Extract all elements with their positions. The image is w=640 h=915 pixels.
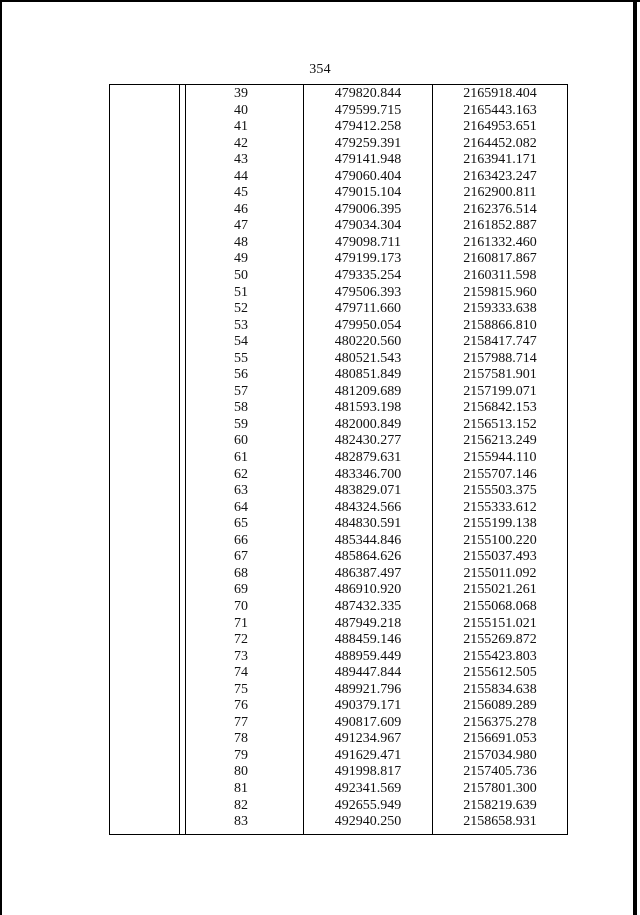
x-coordinate-cell: 479199.173 bbox=[334, 251, 402, 267]
table-row bbox=[0, 400, 640, 417]
x-coordinate-cell: 479412.258 bbox=[334, 119, 402, 135]
y-coordinate-cell: 2156089.289 bbox=[463, 698, 537, 714]
point-number-cell: 55 bbox=[234, 350, 248, 366]
point-number-cell: 39 bbox=[234, 86, 248, 101]
table-row bbox=[0, 169, 640, 186]
table-row bbox=[0, 814, 640, 831]
table-row bbox=[0, 748, 640, 765]
y-coordinate-cell: 2157034.980 bbox=[463, 747, 537, 763]
y-coordinate-cell: 2162376.514 bbox=[463, 201, 537, 217]
x-coordinate-cell: 488959.449 bbox=[334, 648, 402, 664]
table-row bbox=[0, 781, 640, 798]
point-number-cell: 42 bbox=[234, 135, 248, 151]
y-coordinate-cell: 2163423.247 bbox=[463, 168, 537, 184]
point-number-cell: 54 bbox=[234, 334, 248, 350]
table-row bbox=[0, 715, 640, 732]
point-number-cell: 68 bbox=[234, 565, 248, 581]
table-row bbox=[0, 384, 640, 401]
x-coordinate-cell: 482000.849 bbox=[334, 416, 402, 432]
table-row bbox=[0, 119, 640, 136]
x-coordinate-cell: 479950.054 bbox=[334, 317, 402, 333]
y-coordinate-cell: 2161332.460 bbox=[463, 234, 537, 250]
point-number-cell: 67 bbox=[234, 549, 248, 565]
table-row bbox=[0, 218, 640, 235]
table-row bbox=[0, 251, 640, 268]
table-row bbox=[0, 417, 640, 434]
table-row bbox=[0, 731, 640, 748]
point-number-cell: 81 bbox=[234, 780, 248, 796]
table-row bbox=[0, 533, 640, 550]
y-coordinate-cell: 2157405.736 bbox=[463, 764, 537, 780]
x-coordinate-cell: 488459.146 bbox=[334, 632, 402, 648]
point-number-cell: 72 bbox=[234, 632, 248, 648]
point-number-cell: 45 bbox=[234, 185, 248, 201]
point-number-cell: 48 bbox=[234, 234, 248, 250]
y-coordinate-cell: 2155834.638 bbox=[463, 681, 537, 697]
point-number-cell: 60 bbox=[234, 433, 248, 449]
point-number-cell: 66 bbox=[234, 532, 248, 548]
x-coordinate-cell: 491629.471 bbox=[334, 747, 402, 763]
table-row bbox=[0, 301, 640, 318]
y-coordinate-cell: 2155037.493 bbox=[463, 549, 537, 565]
y-coordinate-cell: 2165918.404 bbox=[463, 86, 537, 101]
y-coordinate-cell: 2155068.068 bbox=[463, 598, 537, 614]
table-body bbox=[0, 86, 640, 831]
y-coordinate-cell: 2156842.153 bbox=[463, 400, 537, 416]
x-coordinate-cell: 491998.817 bbox=[334, 764, 402, 780]
table-row bbox=[0, 467, 640, 484]
x-coordinate-cell: 482879.631 bbox=[334, 450, 402, 466]
y-coordinate-cell: 2164953.651 bbox=[463, 119, 537, 135]
table-row bbox=[0, 616, 640, 633]
point-number-cell: 43 bbox=[234, 152, 248, 168]
point-number-cell: 71 bbox=[234, 615, 248, 631]
x-coordinate-cell: 485344.846 bbox=[334, 532, 402, 548]
point-number-cell: 53 bbox=[234, 317, 248, 333]
x-coordinate-cell: 489921.796 bbox=[334, 681, 402, 697]
table-row bbox=[0, 599, 640, 616]
point-number-cell: 65 bbox=[234, 516, 248, 532]
y-coordinate-cell: 2156213.249 bbox=[463, 433, 537, 449]
x-coordinate-cell: 479006.395 bbox=[334, 201, 402, 217]
x-coordinate-cell: 479141.948 bbox=[334, 152, 402, 168]
table-row bbox=[0, 665, 640, 682]
y-coordinate-cell: 2157581.901 bbox=[463, 367, 537, 383]
y-coordinate-cell: 2163941.171 bbox=[463, 152, 537, 168]
point-number-cell: 41 bbox=[234, 119, 248, 135]
table-row bbox=[0, 103, 640, 120]
table-row bbox=[0, 764, 640, 781]
point-number-cell: 83 bbox=[234, 814, 248, 830]
point-number-cell: 47 bbox=[234, 218, 248, 234]
y-coordinate-cell: 2155612.505 bbox=[463, 665, 537, 681]
x-coordinate-cell: 489447.844 bbox=[334, 665, 402, 681]
x-coordinate-cell: 479259.391 bbox=[334, 135, 402, 151]
table-row bbox=[0, 549, 640, 566]
point-number-cell: 74 bbox=[234, 665, 248, 681]
x-coordinate-cell: 480851.849 bbox=[334, 367, 402, 383]
y-coordinate-cell: 2158866.810 bbox=[463, 317, 537, 333]
x-coordinate-cell: 481593.198 bbox=[334, 400, 402, 416]
point-number-cell: 52 bbox=[234, 301, 248, 317]
x-coordinate-cell: 479034.304 bbox=[334, 218, 402, 234]
point-number-cell: 63 bbox=[234, 483, 248, 499]
point-number-cell: 77 bbox=[234, 714, 248, 730]
y-coordinate-cell: 2158417.747 bbox=[463, 334, 537, 350]
y-coordinate-cell: 2162900.811 bbox=[463, 185, 537, 201]
x-coordinate-cell: 491234.967 bbox=[334, 731, 402, 747]
point-number-cell: 79 bbox=[234, 747, 248, 763]
table-row bbox=[0, 649, 640, 666]
table-row bbox=[0, 433, 640, 450]
page-number: 354 bbox=[309, 62, 331, 77]
table-row bbox=[0, 566, 640, 583]
table-row bbox=[0, 86, 640, 103]
point-number-cell: 59 bbox=[234, 416, 248, 432]
x-coordinate-cell: 479820.844 bbox=[334, 86, 402, 101]
table-row bbox=[0, 235, 640, 252]
point-number-cell: 51 bbox=[234, 284, 248, 300]
x-coordinate-cell: 486387.497 bbox=[334, 565, 402, 581]
table-row bbox=[0, 632, 640, 649]
x-coordinate-cell: 482430.277 bbox=[334, 433, 402, 449]
y-coordinate-cell: 2155151.021 bbox=[463, 615, 537, 631]
x-coordinate-cell: 492940.250 bbox=[334, 814, 402, 830]
y-coordinate-cell: 2155944.110 bbox=[463, 450, 537, 466]
x-coordinate-cell: 479015.104 bbox=[334, 185, 402, 201]
y-coordinate-cell: 2155199.138 bbox=[463, 516, 537, 532]
y-coordinate-cell: 2160817.867 bbox=[463, 251, 537, 267]
y-coordinate-cell: 2155269.872 bbox=[463, 632, 537, 648]
x-coordinate-cell: 490379.171 bbox=[334, 698, 402, 714]
x-coordinate-cell: 487432.335 bbox=[334, 598, 402, 614]
point-number-cell: 49 bbox=[234, 251, 248, 267]
point-number-cell: 58 bbox=[234, 400, 248, 416]
point-number-cell: 76 bbox=[234, 698, 248, 714]
y-coordinate-cell: 2156375.278 bbox=[463, 714, 537, 730]
table-row bbox=[0, 483, 640, 500]
y-coordinate-cell: 2155503.375 bbox=[463, 483, 537, 499]
y-coordinate-cell: 2156513.152 bbox=[463, 416, 537, 432]
y-coordinate-cell: 2159333.638 bbox=[463, 301, 537, 317]
x-coordinate-cell: 492341.569 bbox=[334, 780, 402, 796]
point-number-cell: 61 bbox=[234, 450, 248, 466]
point-number-cell: 40 bbox=[234, 102, 248, 118]
point-number-cell: 75 bbox=[234, 681, 248, 697]
y-coordinate-cell: 2155100.220 bbox=[463, 532, 537, 548]
y-coordinate-cell: 2160311.598 bbox=[463, 268, 537, 284]
x-coordinate-cell: 484324.566 bbox=[334, 499, 402, 515]
y-coordinate-cell: 2157801.300 bbox=[463, 780, 537, 796]
table-row bbox=[0, 351, 640, 368]
point-number-cell: 70 bbox=[234, 598, 248, 614]
point-number-cell: 78 bbox=[234, 731, 248, 747]
y-coordinate-cell: 2161852.887 bbox=[463, 218, 537, 234]
y-coordinate-cell: 2157199.071 bbox=[463, 383, 537, 399]
point-number-cell: 62 bbox=[234, 466, 248, 482]
x-coordinate-cell: 490817.609 bbox=[334, 714, 402, 730]
table-row bbox=[0, 798, 640, 815]
y-coordinate-cell: 2155011.092 bbox=[463, 565, 537, 581]
point-number-cell: 46 bbox=[234, 201, 248, 217]
table-row bbox=[0, 136, 640, 153]
scan-edge-top bbox=[0, 0, 640, 2]
y-coordinate-cell: 2159815.960 bbox=[463, 284, 537, 300]
y-coordinate-cell: 2156691.053 bbox=[463, 731, 537, 747]
table-row bbox=[0, 500, 640, 517]
point-number-cell: 50 bbox=[234, 268, 248, 284]
table-row bbox=[0, 367, 640, 384]
x-coordinate-cell: 485864.626 bbox=[334, 549, 402, 565]
point-number-cell: 44 bbox=[234, 168, 248, 184]
x-coordinate-cell: 483346.700 bbox=[334, 466, 402, 482]
point-number-cell: 56 bbox=[234, 367, 248, 383]
y-coordinate-cell: 2155021.261 bbox=[463, 582, 537, 598]
y-coordinate-cell: 2164452.082 bbox=[463, 135, 537, 151]
table-row bbox=[0, 202, 640, 219]
x-coordinate-cell: 479599.715 bbox=[334, 102, 402, 118]
x-coordinate-cell: 479335.254 bbox=[334, 268, 402, 284]
x-coordinate-cell: 481209.689 bbox=[334, 383, 402, 399]
table-row bbox=[0, 152, 640, 169]
x-coordinate-cell: 484830.591 bbox=[334, 516, 402, 532]
point-number-cell: 80 bbox=[234, 764, 248, 780]
x-coordinate-cell: 480220.560 bbox=[334, 334, 402, 350]
point-number-cell: 69 bbox=[234, 582, 248, 598]
table-row bbox=[0, 318, 640, 335]
x-coordinate-cell: 487949.218 bbox=[334, 615, 402, 631]
x-coordinate-cell: 479711.660 bbox=[335, 301, 401, 317]
y-coordinate-cell: 2157988.714 bbox=[463, 350, 537, 366]
table-row bbox=[0, 450, 640, 467]
y-coordinate-cell: 2158658.931 bbox=[463, 814, 537, 830]
point-number-cell: 73 bbox=[234, 648, 248, 664]
table-row bbox=[0, 334, 640, 351]
x-coordinate-cell: 486910.920 bbox=[334, 582, 402, 598]
y-coordinate-cell: 2165443.163 bbox=[463, 102, 537, 118]
table-row bbox=[0, 185, 640, 202]
x-coordinate-cell: 480521.543 bbox=[334, 350, 402, 366]
y-coordinate-cell: 2155333.612 bbox=[463, 499, 537, 515]
y-coordinate-cell: 2155423.803 bbox=[463, 648, 537, 664]
x-coordinate-cell: 492655.949 bbox=[334, 797, 402, 813]
table-row bbox=[0, 516, 640, 533]
point-number-cell: 82 bbox=[234, 797, 248, 813]
table-row bbox=[0, 698, 640, 715]
table-row bbox=[0, 285, 640, 302]
y-coordinate-cell: 2158219.639 bbox=[463, 797, 537, 813]
x-coordinate-cell: 479506.393 bbox=[334, 284, 402, 300]
table-row bbox=[0, 582, 640, 599]
x-coordinate-cell: 483829.071 bbox=[334, 483, 402, 499]
table-row bbox=[0, 268, 640, 285]
point-number-cell: 64 bbox=[234, 499, 248, 515]
x-coordinate-cell: 479060.404 bbox=[334, 168, 402, 184]
y-coordinate-cell: 2155707.146 bbox=[463, 466, 537, 482]
table-row bbox=[0, 682, 640, 699]
point-number-cell: 57 bbox=[234, 383, 248, 399]
x-coordinate-cell: 479098.711 bbox=[335, 234, 401, 250]
